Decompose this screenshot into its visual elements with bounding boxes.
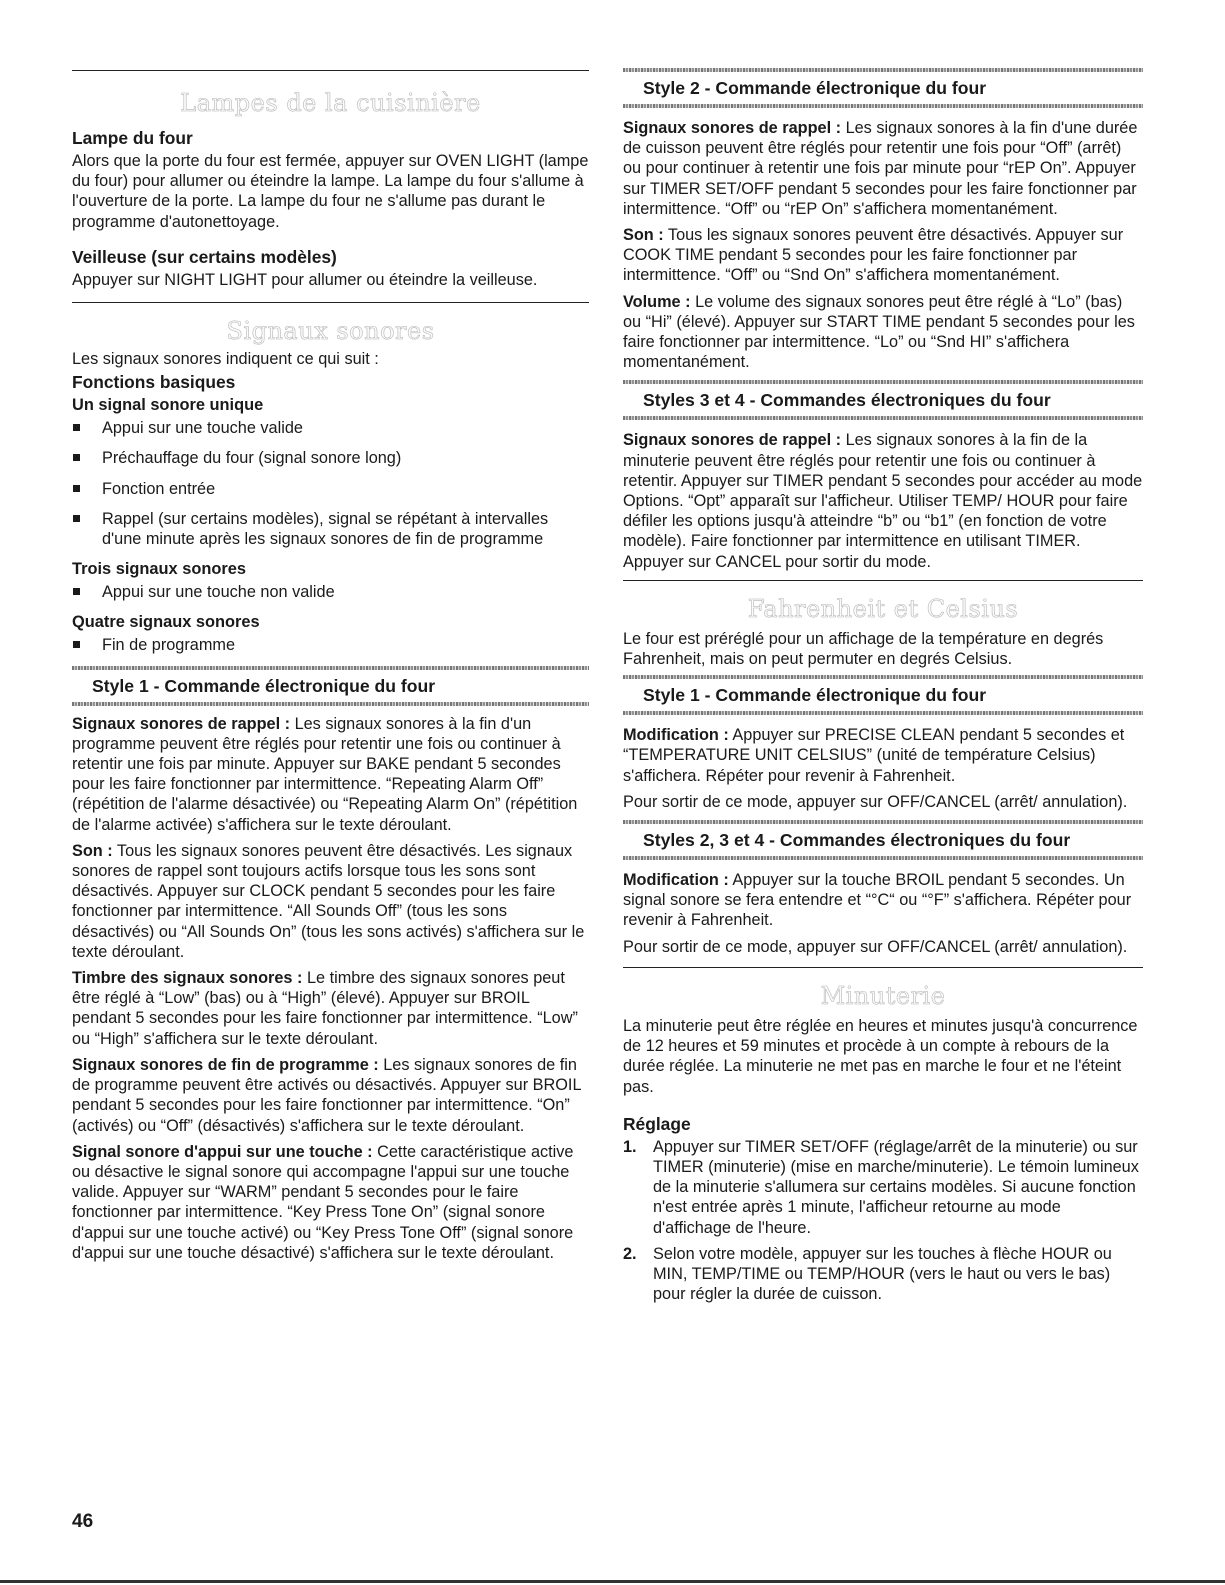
dotted-rule	[623, 380, 1143, 384]
style1-para-3	[72, 968, 589, 1049]
dotted-rule	[623, 856, 1143, 860]
list-item	[623, 1244, 1143, 1305]
list-item: Appui sur une touche non valide	[72, 582, 589, 602]
dotted-rule	[623, 820, 1143, 824]
dotted-rule	[72, 702, 589, 706]
section-rule	[623, 580, 1143, 581]
dotted-rule	[623, 711, 1143, 715]
list-item: Fin de programme	[72, 635, 589, 655]
list-item	[623, 1137, 1143, 1238]
label: Signal sonore d'appui sur une touche :	[72, 1142, 373, 1161]
three-signals-list	[72, 582, 589, 602]
label: Timbre des signaux sonores :	[72, 969, 303, 988]
signals-intro: Les signaux sonores indiquent ce qui suit :	[72, 350, 379, 369]
list-item: Appui sur une touche valide	[72, 418, 589, 438]
style2-heading: Style 2 - Commande électronique du four	[643, 78, 987, 98]
night-light-text: Appuyer sur NIGHT LIGHT pour allumer ou éteindre la veilleuse.	[72, 270, 538, 289]
list-item: Préchauffage du four (signal sonore long)	[72, 448, 589, 468]
style2-para-2	[623, 225, 1143, 286]
dotted-rule	[72, 666, 589, 670]
page-bottom-edge	[0, 1580, 1225, 1583]
label: Volume :	[623, 292, 691, 311]
dotted-rule	[623, 675, 1143, 679]
dotted-rule	[623, 68, 1143, 72]
para-text: Les signaux sonores à la fin d'un programme peuvent être réglés pour retentir une fois ou continuer à retentir une fois par minute. Appuyer sur BAKE pendant 5 secondes pour les faire fonctionner par intermittence. “Repeating Alarm Off” (répétition de l'alarme désactivée) ou “Repeating Alarm On” (répétition de l'alarme activée) s'affichera sur le texte déroulant.	[72, 714, 578, 834]
para-text: Le volume des signaux sonores peut être réglé à “Lo” (bas) ou “Hi” (élevé). Appuyer sur START TIME pendant 5 secondes pour les faire fonctionner par intermittence. “Lo” ou “Snd HI” s'affichera momentanément.	[623, 292, 1135, 372]
timer-steps	[623, 1137, 1143, 1305]
para-text: Le timbre des signaux sonores peut être réglé à “Low” (bas) ou à “High” (élevé). Appuyer sur BROIL pendant 5 secondes pour les faire fonctionner par intermittence. “Low” ou “High” s'affichera sur le texte déroulant.	[72, 969, 578, 1048]
label: Signaux sonores de rappel :	[72, 714, 291, 733]
para-text: Les signaux sonores de fin de programme peuvent être activés ou désactivés. Appuyer sur BROIL pendant 5 secondes pour les faire fonctionner par intermittence. “On” (activés) ou “Off” (désactivés) s'affichera sur le texte déroulant.	[72, 1055, 581, 1135]
section-title-timer: Minuterie	[820, 981, 946, 1010]
section-rule	[72, 302, 589, 303]
style2-para-1	[623, 118, 1143, 219]
para-text: Tous les signaux sonores peuvent être désactivés. Appuyer sur COOK TIME pendant 5 secondes pour les faire fonctionner par intermittence. “Off” ou “Snd On” s'affichera momentanément.	[623, 226, 1124, 285]
heading-four-signals: Quatre signaux sonores	[72, 613, 260, 632]
four-signals-list	[72, 635, 589, 655]
list-item: Rappel (sur certains modèles), signal se répétant à intervalles d'une minute après les signaux sonores de fin de programme	[72, 509, 589, 549]
label: Signaux sonores de rappel :	[623, 119, 842, 137]
para-text: Les signaux sonores à la fin de la minuterie peuvent être réglés pour retentir une fois ou continuer à retentir. Appuyer sur TIMER pendant 5 secondes pour accéder au mode Options. “Opt” apparaît sur l'afficheur. Utiliser TEMP/ HOUR pour faire défiler les options jusqu'à atteindre “b” ou “b1” (en fonction de votre modèle). Faire fonctionner par intermittence en utilisant TIMER. Appuyer sur CANCEL pour sortir du mode.	[623, 431, 1143, 571]
label: Son :	[623, 226, 664, 245]
para-text: Cette caractéristique active ou désactive le signal sonore qui accompagne l'appui sur une touche valide. Appuyer sur “WARM” pendant 5 secondes pour le faire fonctionner par intermittence. “Key Press Tone On” (signal sonore d'appui sur une touche activé) ou “Key Press Tone Off” (signal sonore d'appui sur une touche désactivé) s'affichera sur le texte déroulant.	[72, 1142, 574, 1262]
para-text: Tous les signaux sonores peuvent être désactivés. Les signaux sonores de rappel sont toujours actifs lorsque tous les sons sont désactivés. Appuyer sur CLOCK pendant 5 secondes pour les faire fonctionner par intermittence. “All Sounds Off” (tous les sons désactivés) ou “All Sounds On” (tous les sons activés) s'affichera sur le texte déroulant.	[72, 841, 585, 961]
label: Signaux sonores de rappel :	[623, 431, 842, 450]
single-signal-list	[72, 418, 589, 549]
dotted-rule	[623, 104, 1143, 108]
page-number: 46	[72, 1511, 94, 1532]
step-number: 1.	[623, 1137, 637, 1156]
heading-night-light: Veilleuse (sur certains modèles)	[72, 246, 337, 267]
label: Modification :	[623, 871, 729, 890]
step-number: 2.	[623, 1244, 637, 1263]
dotted-rule	[623, 416, 1143, 420]
label: Signaux sonores de fin de programme :	[72, 1055, 379, 1074]
heading-three-signals: Trois signaux sonores	[72, 560, 246, 579]
heading-basic-functions: Fonctions basiques	[72, 372, 236, 393]
style1-para-5	[72, 1142, 589, 1263]
heading-setting: Réglage	[623, 1113, 691, 1134]
step-text: Appuyer sur TIMER SET/OFF (réglage/arrêt de la minuterie) ou sur TIMER (minuterie) (mise en marche/minuterie). Le témoin lumineux de la minuterie s'allumera sur certains modèles. Si aucune fonction n'est entrée après 1 minute, l'afficheur retourne au mode d'affichage de l'heure.	[653, 1137, 1139, 1237]
fahrenheit-style234-heading: Styles 2, 3 et 4 - Commandes électroniques du four	[643, 830, 1071, 851]
style1-heading: Style 1 - Commande électronique du four	[92, 675, 436, 696]
section-rule	[623, 967, 1143, 968]
left-column	[72, 60, 589, 1269]
style1-para-1	[72, 714, 589, 835]
para-text: Appuyer sur la touche BROIL pendant 5 secondes. Un signal sonore se fera entendre et “°C“ ou “°F” s'affichera. Répéter pour revenir à Fahrenheit.	[623, 871, 1132, 930]
fahrenheit-intro: Le four est préréglé pour un affichage de la température en degrés Fahrenheit, mais on peut permuter en degrés Celsius.	[623, 629, 1104, 669]
heading-single-signal: Un signal sonore unique	[72, 396, 264, 415]
heading-oven-lamp: Lampe du four	[72, 128, 193, 148]
section-rule	[72, 70, 589, 71]
fahrenheit-style234-para-1	[623, 870, 1143, 931]
section-title-fahrenheit: Fahrenheit et Celsius	[747, 594, 1019, 623]
step-text: Selon votre modèle, appuyer sur les touches à flèche HOUR ou MIN, TEMP/TIME ou TEMP/HOUR (vers le haut ou vers le bas) pour régler la durée de cuisson.	[653, 1244, 1112, 1304]
right-column	[623, 68, 1143, 1310]
fahrenheit-style1-heading: Style 1 - Commande électronique du four	[643, 685, 987, 706]
label: Modification :	[623, 726, 729, 745]
style2-para-3	[623, 292, 1143, 373]
style1-para-2	[72, 841, 589, 962]
timer-intro: La minuterie peut être réglée en heures et minutes jusqu'à concurrence de 12 heures et 59 minutes et procède à un compte à rebours de la durée réglée. La minuterie ne met pas en marche le four et ne l'éteint pas.	[623, 1016, 1138, 1096]
label: Son :	[72, 841, 113, 860]
section-title-signals: Signaux sonores	[226, 317, 435, 346]
para-text: Appuyer sur PRECISE CLEAN pendant 5 secondes et “TEMPERATURE UNIT CELSIUS” (unité de température Celsius) s'affichera. Répéter pour revenir à Fahrenheit.	[623, 726, 1125, 785]
para-text: Les signaux sonores à la fin d'une durée de cuisson peuvent être réglés pour retentir une fois pour “Off” (arrêt) ou pour continuer à retentir une fois par minute pour “rEP On”. Appuyer sur TIMER SET/OFF pendant 5 secondes pour les faire fonctionner par intermittence. “Off” ou “rEP On” s'affichera momentanément.	[623, 119, 1138, 218]
fahrenheit-style1-para-2: Pour sortir de ce mode, appuyer sur OFF/CANCEL (arrêt/ annulation).	[623, 792, 1128, 811]
style34-heading: Styles 3 et 4 - Commandes électroniques du four	[643, 390, 1051, 411]
style34-para-1	[623, 430, 1143, 571]
list-item: Fonction entrée	[72, 479, 589, 499]
oven-lamp-text: Alors que la porte du four est fermée, appuyer sur OVEN LIGHT (lampe du four) pour allumer ou éteindre la lampe. La lampe du four s'allume à l'ouverture de la porte. La lampe du four ne s'allume pas durant le programme d'autonettoyage.	[72, 152, 589, 231]
style1-para-4	[72, 1055, 589, 1136]
fahrenheit-style234-para-2: Pour sortir de ce mode, appuyer sur OFF/CANCEL (arrêt/ annulation).	[623, 937, 1128, 956]
section-title-lamps: Lampes de la cuisinière	[180, 89, 481, 117]
fahrenheit-style1-para-1	[623, 725, 1143, 786]
